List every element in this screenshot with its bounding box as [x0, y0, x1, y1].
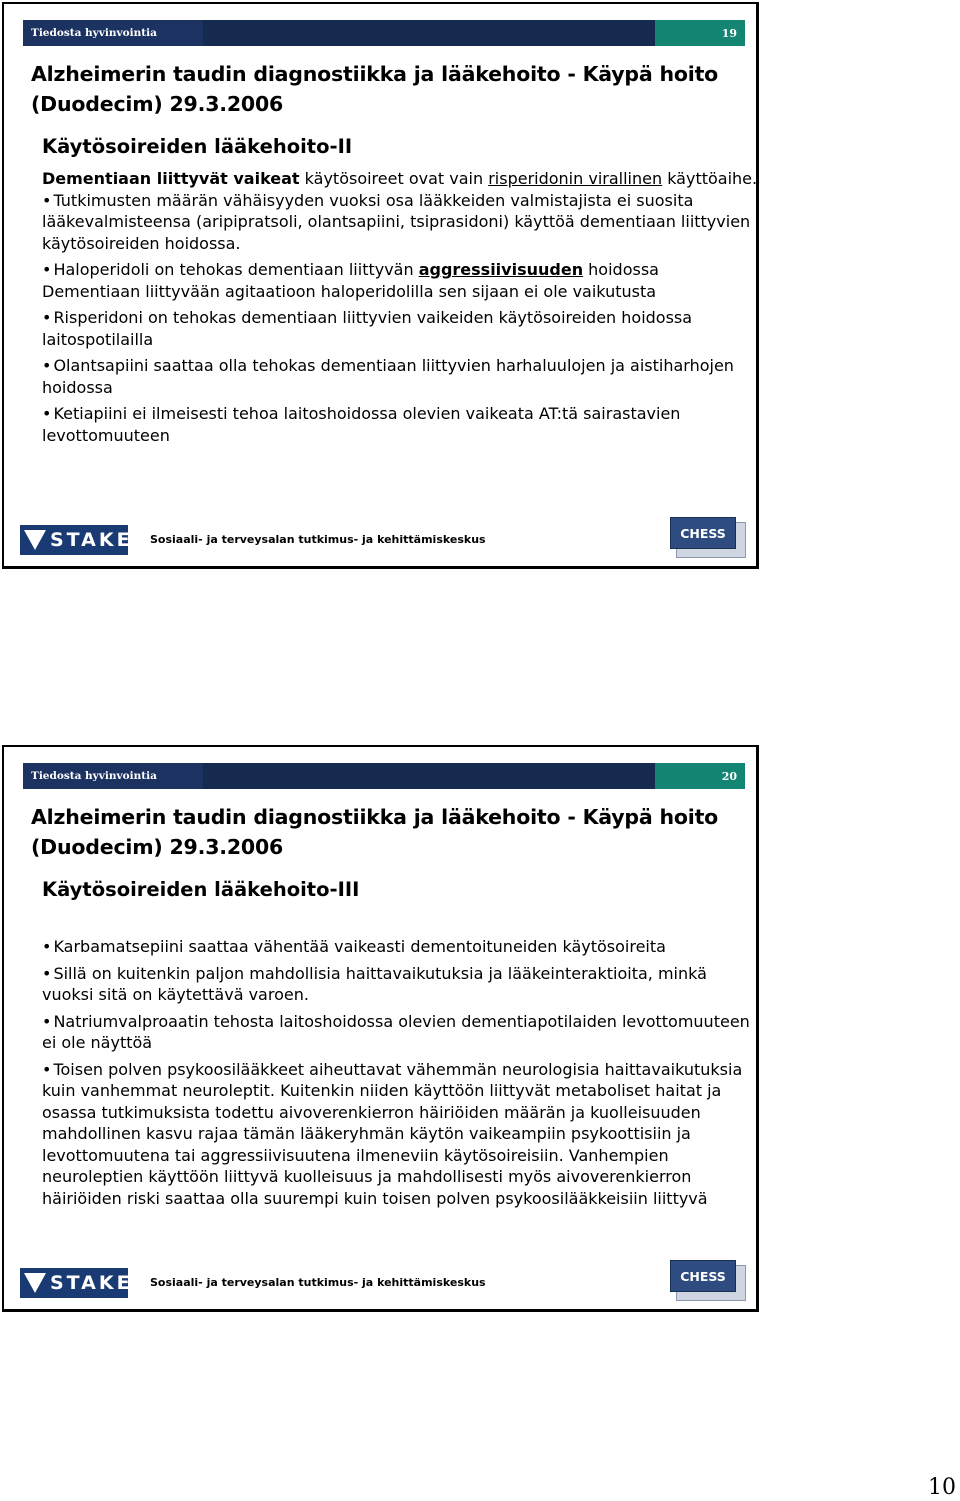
stakes-v-icon: [24, 1273, 46, 1293]
chess-logo: CHESS: [670, 517, 744, 555]
slide-header-bar: [23, 20, 745, 46]
stakes-logo: STAKES: [20, 525, 128, 555]
bullet-item: • Ketiapiini ei ilmeisesti tehoa laitoshoidossa olevien vaikeata AT:tä sairastavien levottomuuteen: [42, 403, 760, 446]
footer-text: Sosiaali- ja terveysalan tutkimus- ja kehittämiskeskus: [150, 1276, 486, 1289]
bullet-item: • Sillä on kuitenkin paljon mahdollisia haittavaikutuksia ja lääkeinteraktioita, minkä vuoksi sitä on käytettävä varoen.: [42, 963, 760, 1006]
slide-number: 20: [721, 770, 737, 783]
slide-content: [42, 936, 760, 1209]
bullet-item: • Risperidoni on tehokas dementiaan liittyvien vaikeiden käytösoireiden hoidossa laitospotilailla: [42, 307, 760, 350]
paragraph: Dementiaan liittyvät vaikeat käytösoireet ovat vain risperidonin virallinen käyttöaihe.: [42, 169, 758, 188]
header-tag: Tiedosta hyvinvointia: [31, 27, 157, 39]
bullet-item: • Toisen polven psykoosilääkkeet aiheuttavat vähemmän neurologisia haittavaikutuksia kuin vanhemmat neuroleptit. Kuitenkin niiden käyttöön liittyvät metaboliset haitat ja osassa tutkimuksista todettu aivoverenkierron häiriöiden määrän ja kuolleisuuden mahdollinen kasvu rajaa tämän lääkeryhmän käytön vaikeampiin psykoottisiin ja levottomuutena tai aggressiivisuutena ilmeneviin käytösoireisiin. Vanhempien neuroleptien käyttöön liittyvä kuolleisuus ja mahdollisesti myös aivoverenkierron häiriöiden riski saattaa olla suurempi kuin toisen polven psykoosilääkkeisiin liittyvä: [42, 1059, 760, 1210]
bullet-item: • Olantsapiini saattaa olla tehokas dementiaan liittyvien harhaluulojen ja aistiharhojen hoidossa: [42, 355, 760, 398]
slide-title: Alzheimerin taudin diagnostiikka ja lääkehoito - Käypä hoito (Duodecim) 29.3.2006: [31, 805, 719, 859]
bullet-item: • Natriumvalproaatin tehosta laitoshoidossa olevien dementiapotilaiden levottomuuteen ei ole näyttöä: [42, 1011, 760, 1054]
footer-text: Sosiaali- ja terveysalan tutkimus- ja kehittämiskeskus: [150, 533, 486, 546]
slide-header-bar: [23, 763, 745, 789]
slide-subtitle: Käytösoireiden lääkehoito-II: [42, 135, 353, 158]
slide-title: Alzheimerin taudin diagnostiikka ja lääkehoito - Käypä hoito (Duodecim) 29.3.2006: [31, 62, 719, 116]
bullet-item: • Tutkimusten määrän vähäisyyden vuoksi osa lääkkeiden valmistajista ei suosita lääkevalmisteensa (aripipratsoli, olantsapiini, tsiprasidoni) käyttöä dementiaan liittyvien käytösoireiden hoidossa.: [42, 190, 760, 255]
page-number: 10: [928, 1475, 956, 1500]
slide-subtitle: Käytösoireiden lääkehoito-III: [42, 878, 360, 901]
bullet-item: • Haloperidoli on tehokas dementiaan liittyvän aggressiivisuuden hoidossa Dementiaan liittyvään agitaatioon haloperidolilla sen sijaan ei ole vaikutusta: [42, 259, 760, 302]
chess-logo: CHESS: [670, 1260, 744, 1298]
header-tag: Tiedosta hyvinvointia: [31, 770, 157, 782]
bullet-item: • Karbamatsepiini saattaa vähentää vaikeasti dementoituneiden käytösoireita: [42, 936, 760, 958]
stakes-logo: STAKES: [20, 1268, 128, 1298]
slide-20: [2, 745, 759, 1312]
slide-footer: [20, 522, 750, 562]
stakes-v-icon: [24, 530, 46, 550]
slide-19: [2, 2, 759, 569]
slide-footer: [20, 1265, 750, 1305]
slide-number: 19: [721, 27, 737, 40]
slide-content: [42, 168, 760, 446]
